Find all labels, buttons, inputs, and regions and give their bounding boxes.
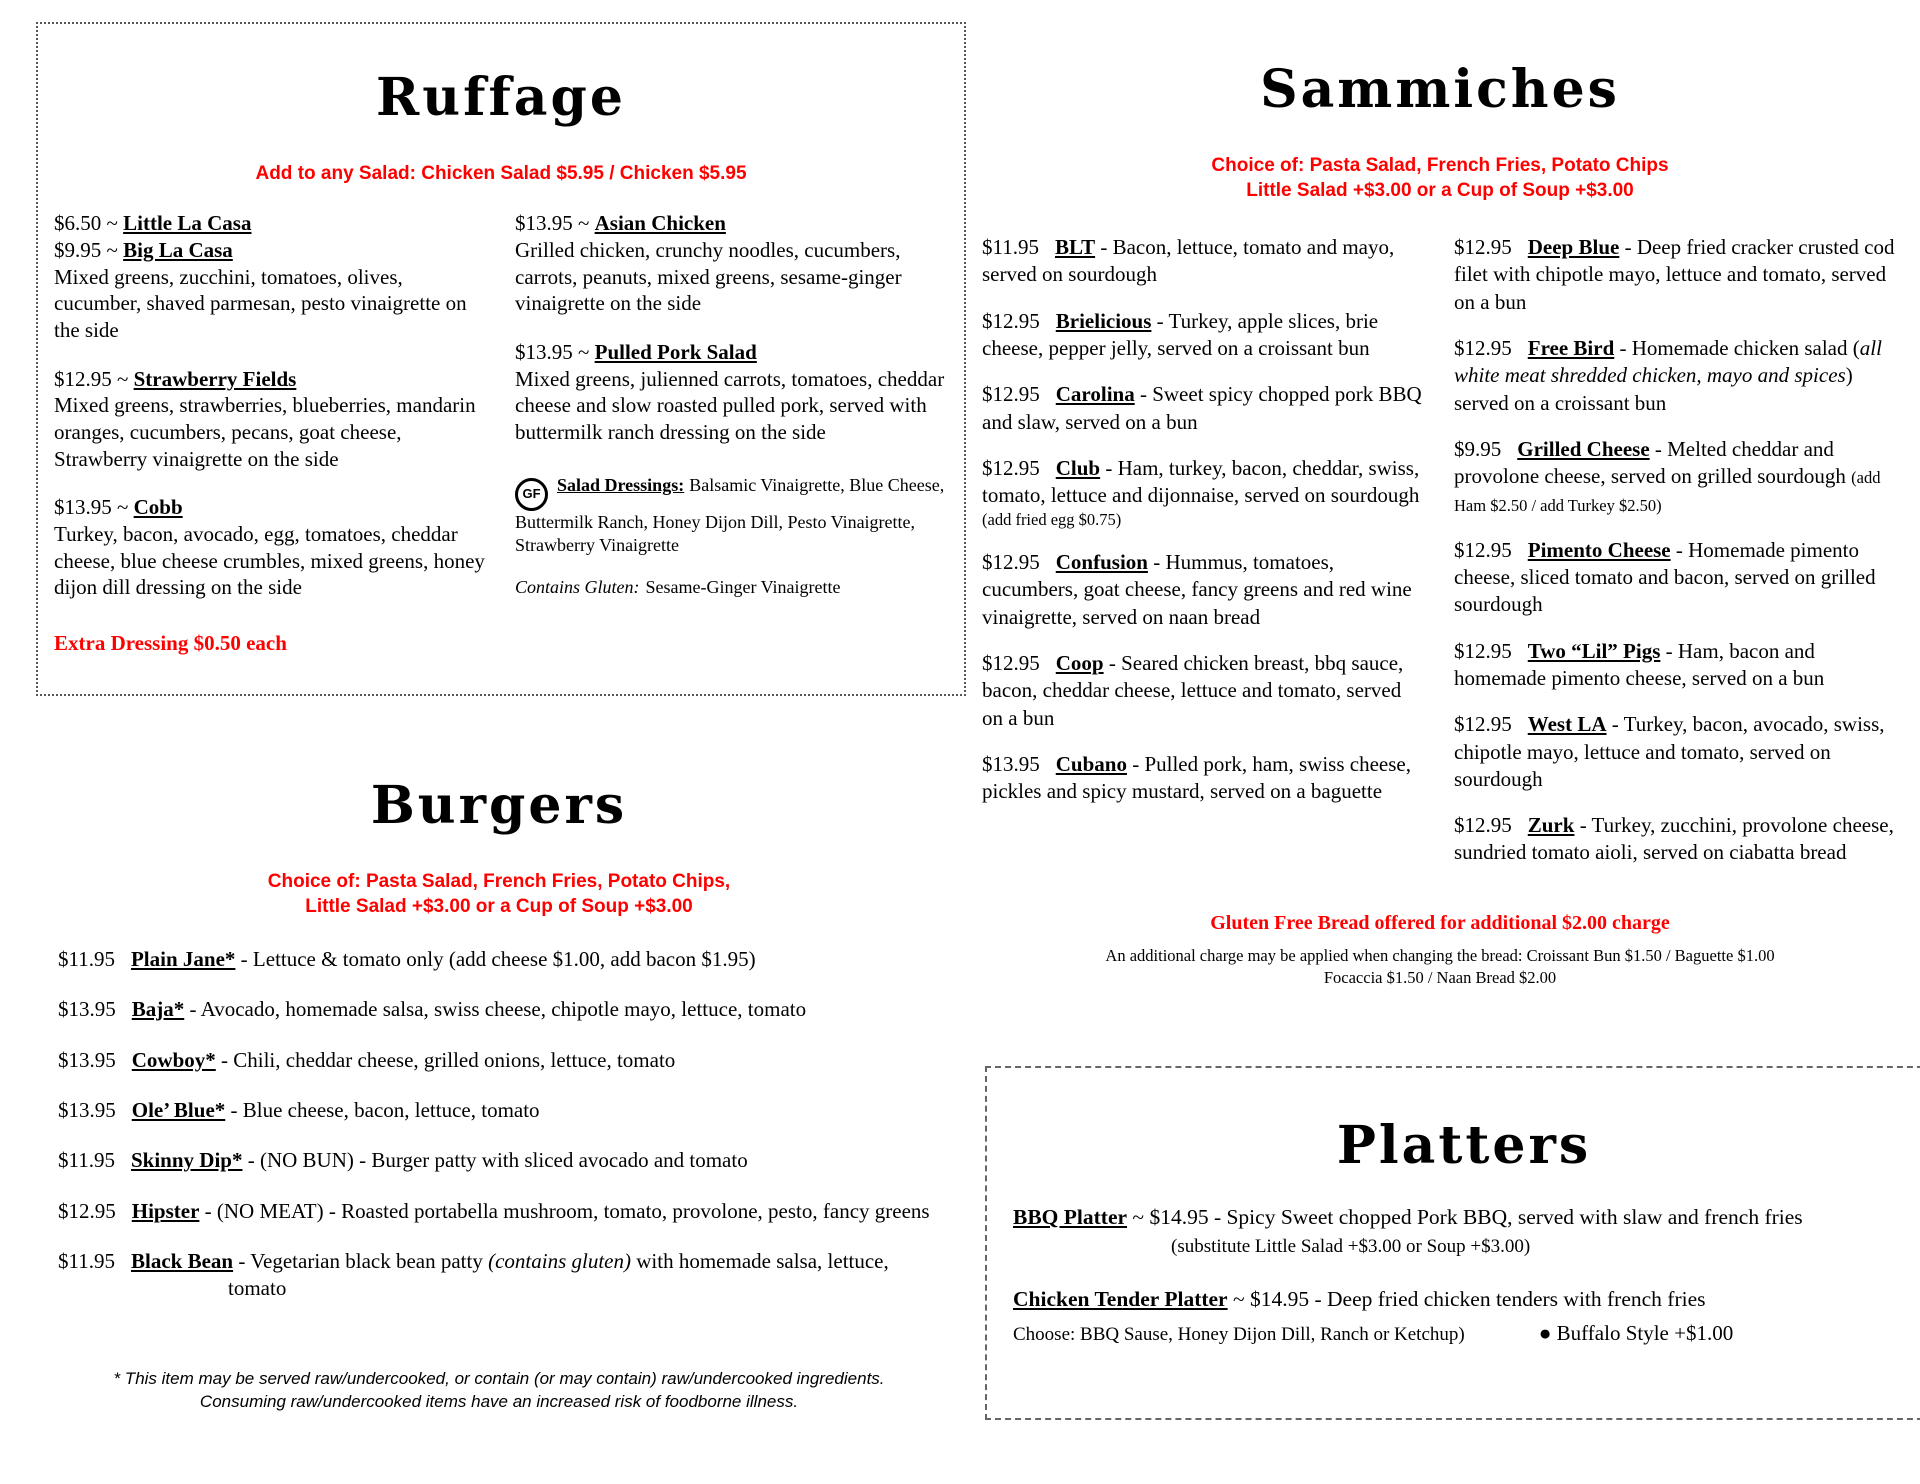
salad-item <box>515 210 948 317</box>
item-name: Strawberry Fields <box>133 366 297 391</box>
platter-main-line <box>1013 1204 1915 1232</box>
burgers-title: Burgers <box>370 774 628 836</box>
item-name: Grilled Cheese <box>1517 436 1650 461</box>
item-price: $12.95 <box>982 308 1040 333</box>
item-name: Two “Lil” Pigs <box>1527 638 1661 663</box>
burgers-subtitle <box>58 869 940 920</box>
item-name: Deep Blue <box>1527 235 1620 260</box>
item-description: - Turkey, bacon, avocado, swiss, chipotle mayo, lettuce and tomato, served on sourdough <box>1454 712 1885 791</box>
menu-item <box>982 455 1426 530</box>
item-price: $12.95 <box>982 455 1040 480</box>
item-price: $13.95 <box>58 1047 116 1072</box>
item-price: $13.95 <box>54 495 112 520</box>
item-name: Black Bean <box>130 1248 234 1273</box>
menu-item <box>58 1198 940 1225</box>
item-description: Mixed greens, julienned carrots, tomatoes, cheddar cheese and slow roasted pulled pork, served with buttermilk ranch dressing on the side <box>515 366 945 445</box>
item-price: $6.50 <box>54 211 102 236</box>
item-description: Mixed greens, zucchini, tomatoes, olives, cucumber, shaved parmesan, pesto vinaigrette on the side <box>54 264 467 343</box>
salad-item <box>515 339 948 446</box>
platter-options-row <box>1013 1320 1915 1348</box>
menu-item <box>1454 234 1898 316</box>
menu-item <box>982 308 1426 363</box>
raw-undercooked-footnote <box>58 1367 940 1415</box>
platter-main-line <box>1013 1286 1915 1314</box>
item-price: $11.95 <box>58 1148 115 1173</box>
bread-charge-note <box>982 945 1898 990</box>
item-name: Confusion <box>1055 550 1148 575</box>
salad-dressings-label: Salad Dressings: <box>557 474 685 495</box>
item-description-italic: all white meat shredded chicken, mayo and spices <box>1454 336 1882 388</box>
item-description: - Vegetarian black bean patty <box>233 1248 489 1273</box>
ruffage-subtitle: Add to any Salad: Chicken Salad $5.95 / Chicken $5.95 <box>255 162 747 184</box>
sammiches-list-left <box>982 234 1426 886</box>
item-name: Big La Casa <box>123 238 233 263</box>
item-price: $13.95 <box>982 751 1040 776</box>
menu-item <box>58 1097 940 1124</box>
contains-gluten-label: Contains Gluten: <box>515 577 640 598</box>
item-price: $12.95 <box>1454 638 1512 663</box>
item-description: - Seared chicken breast, bbq sauce, bacon, cheddar cheese, lettuce and tomato, served on a bun <box>982 651 1404 730</box>
item-name: Pimento Cheese <box>1527 537 1671 562</box>
sammiches-subtitle-line1: Choice of: Pasta Salad, French Fries, Potato Chips <box>1211 154 1669 176</box>
item-description-italic: (contains gluten) <box>488 1248 631 1273</box>
gluten-free-icon: GF <box>515 478 548 511</box>
salad-list-left <box>54 210 487 601</box>
item-description: - Melted cheddar and provolone cheese, served on grilled sourdough <box>1454 436 1852 489</box>
item-addon-note: (add fried egg $0.75) <box>982 509 1122 529</box>
menu-item <box>58 1147 940 1174</box>
menu-item <box>58 1248 940 1303</box>
salad-item <box>54 494 487 601</box>
item-description: - Turkey, zucchini, provolone cheese, sundried tomato aioli, served on ciabatta bread <box>1454 813 1894 865</box>
salad-dressings-list: Balsamic Vinaigrette, Blue Cheese, Buttermilk Ranch, Honey Dijon Dill, Pesto Vinaigrette, Strawberry Vinaigrette <box>515 474 945 556</box>
salad-price-line <box>54 494 487 521</box>
sammiches-subtitle-line2: Little Salad +$3.00 or a Cup of Soup +$3.00 <box>1246 180 1634 202</box>
ruffage-section <box>36 22 966 696</box>
item-price: $13.95 <box>515 340 573 365</box>
menu-item <box>982 650 1426 732</box>
menu-item <box>1454 711 1898 793</box>
item-description: - Deep fried chicken tenders with french fries <box>1309 1286 1706 1311</box>
burgers-subtitle-line1: Choice of: Pasta Salad, French Fries, Potato Chips, <box>267 870 731 892</box>
item-price: $13.95 <box>515 211 573 236</box>
item-name: Pulled Pork Salad <box>594 340 757 365</box>
item-addon-note: (add Ham $2.50 / add Turkey $2.50) <box>1454 468 1881 515</box>
item-name: Asian Chicken <box>594 211 726 236</box>
item-description: - Bacon, lettuce, tomato and mayo, served on sourdough <box>982 235 1395 287</box>
item-price: $12.95 <box>1454 336 1512 361</box>
item-description: with homemade salsa, lettuce, tomato <box>228 1248 889 1301</box>
contains-gluten-value: Sesame-Ginger Vinaigrette <box>645 577 841 598</box>
extra-dressing-note: Extra Dressing $0.50 each <box>54 631 287 656</box>
item-name: BBQ Platter <box>1013 1205 1128 1230</box>
salad-dressings-block <box>515 474 948 558</box>
item-name: Carolina <box>1055 382 1135 407</box>
salad-price-line <box>54 210 487 237</box>
item-name: Skinny Dip* <box>130 1148 243 1173</box>
item-name: Hipster <box>131 1198 200 1223</box>
platter-sauce-options: Choose: BBQ Sause, Honey Dijon Dill, Ranch or Ketchup) <box>1013 1323 1465 1345</box>
item-name: Baja* <box>131 997 185 1022</box>
item-description: - Hummus, tomatoes, cucumbers, goat cheese, fancy greens and red wine vinaigrette, served on naan bread <box>982 550 1412 629</box>
item-name: Cobb <box>133 495 183 520</box>
platters-list <box>1013 1204 1915 1347</box>
item-separator: ~ <box>101 211 124 236</box>
item-description: - Ham, bacon and homemade pimento cheese, served on a bun <box>1454 638 1825 690</box>
menu-item <box>982 549 1426 631</box>
footnote-line1: * This item may be served raw/undercooked, or contain (or may contain) raw/undercooked ingredients. <box>113 1368 885 1388</box>
platter-item <box>1013 1204 1915 1260</box>
item-separator: ~ <box>1127 1205 1150 1230</box>
item-price: $12.95 <box>982 382 1040 407</box>
item-name: Ole’ Blue* <box>131 1098 226 1123</box>
salad-price-line <box>515 210 948 237</box>
platters-title: Platters <box>1336 1114 1592 1176</box>
item-separator: ~ <box>1227 1286 1250 1311</box>
item-price: $14.95 <box>1250 1286 1310 1311</box>
salad-item <box>54 366 487 473</box>
menu-item <box>58 946 940 973</box>
item-name: Little La Casa <box>123 211 252 236</box>
item-description: - Spicy Sweet chopped Pork BBQ, served with slaw and french fries <box>1208 1205 1803 1230</box>
menu-item <box>1454 335 1898 417</box>
platter-buffalo-option: ● Buffalo Style +$1.00 <box>1538 1320 1734 1345</box>
item-price: $14.95 <box>1149 1205 1209 1230</box>
item-name: Chicken Tender Platter <box>1013 1286 1228 1311</box>
item-price: $12.95 <box>1454 235 1512 260</box>
item-name: West LA <box>1527 712 1607 737</box>
item-description: Grilled chicken, crunchy noodles, cucumbers, carrots, peanuts, mixed greens, sesame-ginger vinaigrette on the side <box>515 238 902 316</box>
contains-gluten-note <box>515 577 948 598</box>
menu-item <box>1454 812 1898 867</box>
platter-substitute-note: (substitute Little Salad +$3.00 or Soup +$3.00) <box>1171 1235 1531 1257</box>
salad-price-line <box>515 339 948 366</box>
item-name: Club <box>1055 455 1101 480</box>
item-description: ) served on a croissant bun <box>1454 363 1853 415</box>
item-name: Cubano <box>1055 751 1127 776</box>
sammiches-title: Sammiches <box>1260 58 1620 120</box>
item-price: $12.95 <box>982 651 1040 676</box>
sammiches-columns <box>982 234 1898 886</box>
ruffage-title: Ruffage <box>376 66 626 128</box>
item-name: BLT <box>1054 235 1096 260</box>
menu-item <box>982 234 1426 289</box>
burgers-list <box>58 946 940 1302</box>
ruffage-right-column <box>515 210 948 656</box>
item-description: Turkey, bacon, avocado, egg, tomatoes, cheddar cheese, blue cheese crumbles, mixed greens, honey dijon dill dressing on the side <box>54 522 485 600</box>
item-separator: ~ <box>101 238 124 263</box>
item-description: - Avocado, homemade salsa, swiss cheese, chipotle mayo, lettuce, tomato <box>184 997 807 1022</box>
sammiches-subtitle <box>982 153 1898 204</box>
item-name: Coop <box>1055 651 1104 676</box>
footnote-line2: Consuming raw/undercooked items have an increased risk of foodborne illness. <box>199 1392 799 1412</box>
item-price: $13.95 <box>58 997 116 1022</box>
burgers-section <box>58 742 940 1414</box>
item-description: - Lettuce & tomato only (add cheese $1.00, add bacon $1.95) <box>235 947 756 972</box>
bread-charge-line1: An additional charge may be applied when changing the bread: Croissant Bun $1.50 / Baguette $1.00 <box>1105 945 1775 965</box>
ruffage-columns <box>54 210 948 656</box>
ruffage-left-column <box>54 210 487 656</box>
item-price: $12.95 <box>58 1198 116 1223</box>
menu-item <box>1454 638 1898 693</box>
menu-item <box>982 751 1426 806</box>
item-price: $9.95 <box>1454 436 1502 461</box>
salad-item <box>54 210 487 343</box>
item-separator: ~ <box>111 495 134 520</box>
item-price: $12.95 <box>1454 537 1512 562</box>
item-price: $11.95 <box>58 1248 115 1273</box>
item-price: $11.95 <box>982 235 1039 260</box>
item-separator: ~ <box>111 366 134 391</box>
salad-price-line <box>54 237 487 264</box>
item-description: - Ham, turkey, bacon, cheddar, swiss, tomato, lettuce and dijonnaise, served on sourdough <box>982 455 1420 508</box>
item-name: Plain Jane* <box>130 947 236 972</box>
platters-section <box>985 1066 1920 1420</box>
salad-price-line <box>54 366 487 393</box>
item-description: - Deep fried cracker crusted cod filet with chipotle mayo, lettuce and tomato, served on a bun <box>1454 235 1895 314</box>
item-name: Zurk <box>1527 813 1575 838</box>
item-separator: ~ <box>572 340 595 365</box>
item-description: - Sweet spicy chopped pork BBQ and slaw, served on a bun <box>982 382 1422 434</box>
item-price: $12.95 <box>982 550 1040 575</box>
bread-charge-line2: Focaccia $1.50 / Naan Bread $2.00 <box>1323 968 1557 988</box>
item-name: Free Bird <box>1527 336 1615 361</box>
sammiches-list-right <box>1454 234 1898 886</box>
menu-item <box>58 1047 940 1074</box>
item-description: - Homemade pimento cheese, sliced tomato and bacon, served on grilled sourdough <box>1454 537 1876 617</box>
item-description: - Chili, cheddar cheese, grilled onions, lettuce, tomato <box>215 1047 676 1072</box>
item-description: - (NO MEAT) - Roasted portabella mushroom, tomato, provolone, pesto, fancy greens <box>199 1198 930 1223</box>
item-description: Mixed greens, strawberries, blueberries, mandarin oranges, cucumbers, pecans, goat cheese, Strawberry vinaigrette on the side <box>54 393 476 471</box>
menu-item <box>1454 436 1898 518</box>
item-description: - Homemade chicken salad ( <box>1614 336 1860 361</box>
item-name: Brielicious <box>1055 308 1152 333</box>
burgers-subtitle-line2: Little Salad +$3.00 or a Cup of Soup +$3.00 <box>305 896 693 918</box>
item-description: - Turkey, apple slices, brie cheese, pepper jelly, served on a croissant bun <box>982 308 1379 361</box>
item-description: - Pulled pork, ham, swiss cheese, pickles and spicy mustard, served on a baguette <box>982 751 1411 804</box>
item-price: $9.95 <box>54 238 102 263</box>
salad-list-right <box>515 210 948 445</box>
item-price: $12.95 <box>1454 712 1512 737</box>
item-price: $12.95 <box>54 366 112 391</box>
item-price: $13.95 <box>58 1098 116 1123</box>
menu-item <box>1454 537 1898 619</box>
menu-item <box>58 996 940 1023</box>
sammiches-section <box>982 26 1898 989</box>
item-separator: ~ <box>572 211 595 236</box>
platter-item <box>1013 1286 1915 1348</box>
menu-item <box>982 381 1426 436</box>
item-name: Cowboy* <box>131 1047 216 1072</box>
item-description: - (NO BUN) - Burger patty with sliced avocado and tomato <box>242 1148 748 1173</box>
item-price: $12.95 <box>1454 813 1512 838</box>
gluten-free-bread-note: Gluten Free Bread offered for additional $2.00 charge <box>1210 911 1670 934</box>
item-description: - Blue cheese, bacon, lettuce, tomato <box>225 1098 540 1123</box>
item-price: $11.95 <box>58 947 115 972</box>
